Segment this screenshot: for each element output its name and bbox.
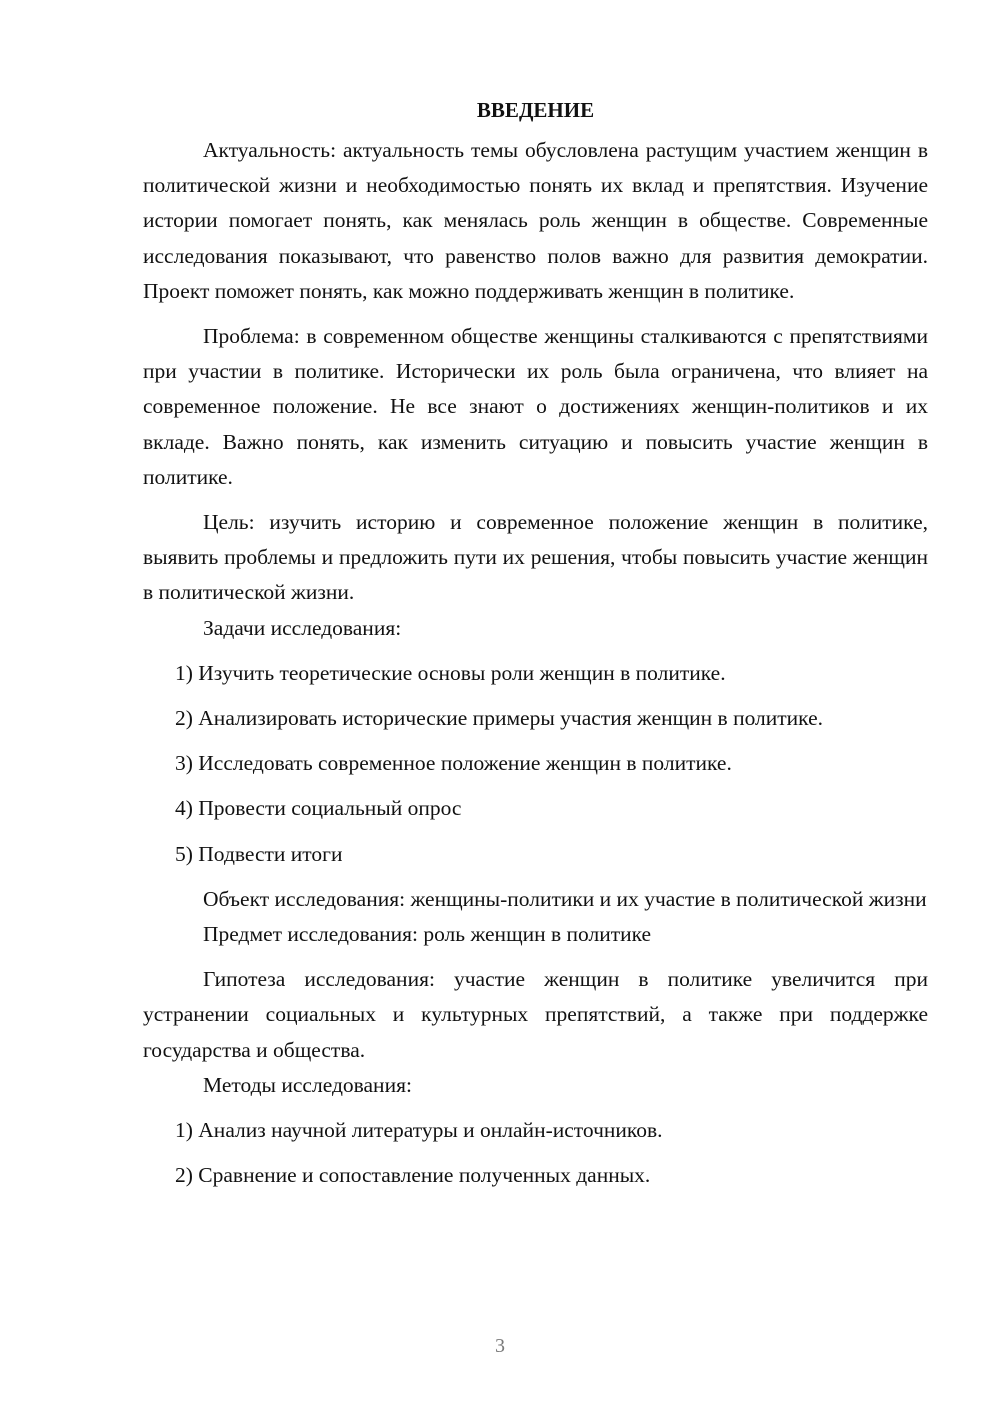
page-number: 3: [495, 1335, 505, 1357]
task-item-4: 4) Провести социальный опрос: [175, 796, 462, 821]
goal-paragraph: Цель: изучить историю и современное положение женщин в политике, выявить проблемы и предложить пути их решения, чтобы повысить участие женщин в политической жизни.: [143, 510, 928, 605]
task-item-3: 3) Исследовать современное положение женщин в политике.: [175, 751, 732, 776]
tasks-heading: Задачи исследования:: [203, 615, 402, 640]
subject-line: Предмет исследования: роль женщин в политике: [203, 922, 652, 947]
method-item-1: 1) Анализ научной литературы и онлайн-источников.: [175, 1118, 663, 1143]
object-paragraph: Объект исследования: женщины-политики и их участие в политической жизни: [203, 886, 927, 911]
page-content: [143, 93, 928, 1193]
hypothesis-paragraph: Гипотеза исследования: участие женщин в политике увеличится при устранении социальных и культурных препятствий, а также при поддержке государства и общества.: [143, 967, 928, 1062]
methods-heading: Методы исследования:: [203, 1072, 412, 1097]
task-item-2: 2) Анализировать исторические примеры участия женщин в политике.: [175, 706, 824, 731]
method-item-2: 2) Сравнение и сопоставление полученных данных.: [175, 1163, 651, 1188]
task-item-1: 1) Изучить теоретические основы роли женщин в политике.: [175, 660, 726, 685]
section-title: ВВЕДЕНИЕ: [476, 98, 595, 122]
task-item-5: 5) Подвести итоги: [175, 841, 343, 866]
problem-paragraph: Проблема: в современном обществе женщины сталкиваются с препятствиями при участии в политике. Исторически их роль была ограничена, что влияет на современное положение. Не все знают о достижениях женщин-политиков и их вкладе. Важно понять, как изменить ситуацию и повысить участие женщин в политике.: [143, 324, 928, 489]
relevance-paragraph: Актуальность: актуальность темы обусловлена растущим участием женщин в политической жизни и необходимостью понять их вклад и препятствия. Изучение истории помогает понять, как менялась роль женщин в обществе. Современные исследования показывают, что равенство полов важно для развития демократии. Проект поможет понять, как можно поддерживать женщин в политике.: [143, 138, 928, 303]
